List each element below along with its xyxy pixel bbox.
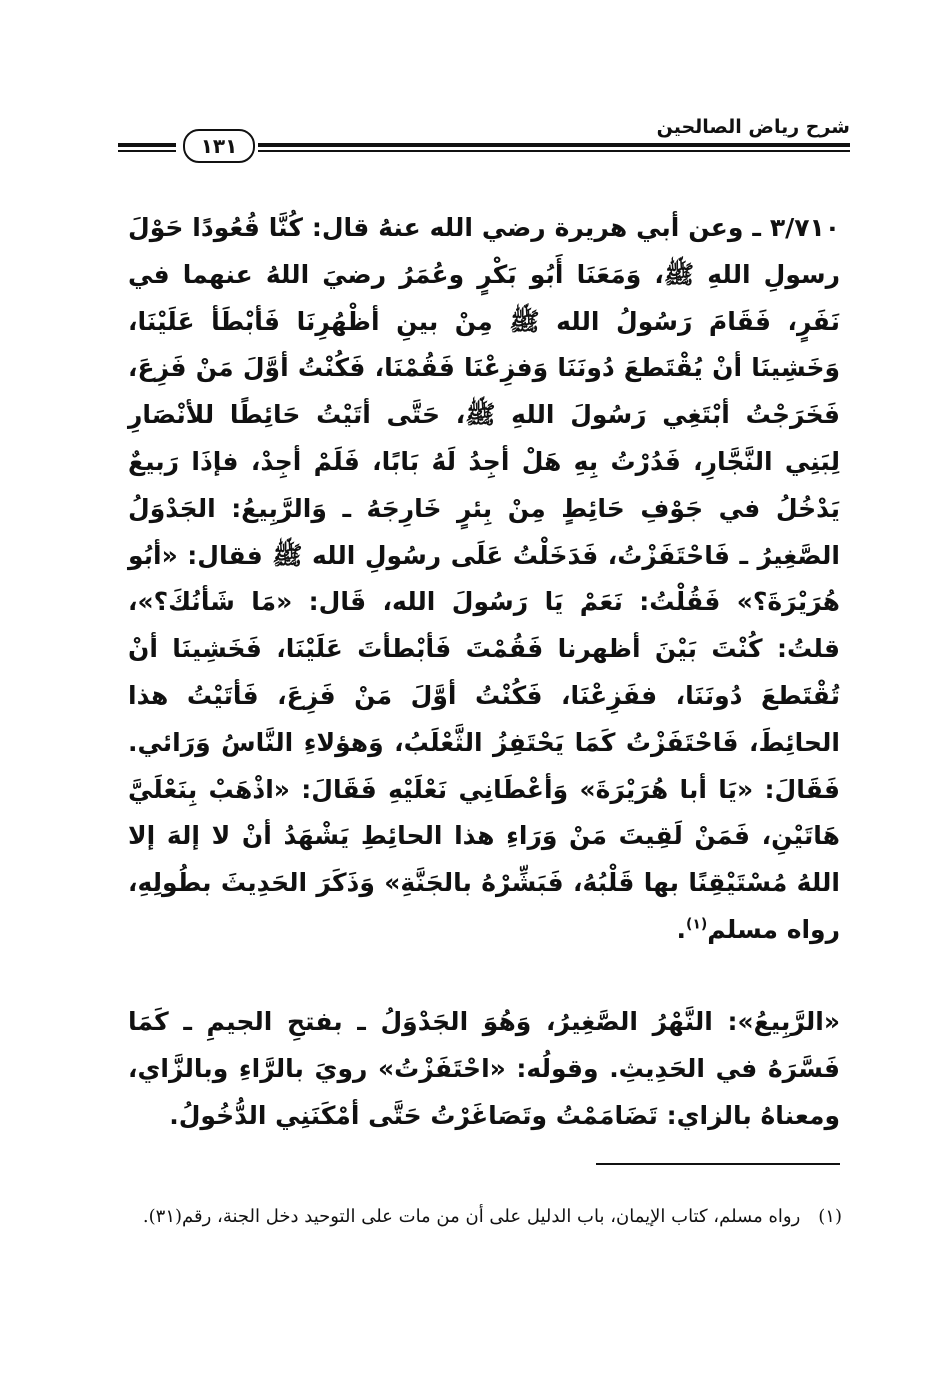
header-double-rule-right <box>258 143 850 147</box>
hadith-end-punctuation: . <box>676 914 686 944</box>
footnote-reference[interactable]: (١) <box>685 916 708 933</box>
header-double-rule-left <box>118 143 176 147</box>
hadith-text: ٣/٧١٠ ـ وعن أبي هريرة رضي الله عنهُ قال: كُنَّا قُعُودًا حَوْلَ رسولِ اللهِ ﷺ، وَمَعَنَا أَبُو بَكْرٍ وعُمَرُ رضيَ اللهُ عنهما في نَفَرٍ، فَقَامَ رَسُولُ الله ﷺ مِنْ بينِ أظْهُرِنَا فَأبْطَأ عَلَيْنَا، وَخَشِينَا أنْ يُقْتَطعَ دُونَنَا وَفزِعْنَا فَقُمْنَا، فَكُنْتُ أوَّلَ مَنْ فَزِعَ، فَخَرَجْتُ أبْتَغِي رَسُولَ اللهِ ﷺ، حَتَّى أتَيْتُ حَائِطًا للأنْصَارِ لِبَنِي النَّجَّارِ، فَدُرْتُ بِهِ هَلْ أجِدُ لَهُ بَابًا، فَلَمْ أجِدْ، فإذَا رَبيعٌ يَدْخُلُ في جَوْفِ حَائِطٍ مِنْ بِئرٍ خَارِجَهُ ـ وَالرَّبِيعُ: الجَدْوَلُ الصَّغِيرُ ـ فَاحْتَفَزْتُ، فَدَخَلْتُ عَلَى رسُولِ الله ﷺ فقال: «أبُو هُرَيْرَةَ؟» فَقُلْتُ: نَعَمْ يَا رَسُولَ الله، قَال: «مَا شَأنُكَ؟»، قلتُ: كُنْتَ بَيْنَ أظهرنا فَقُمْتَ فَأبْطأتَ عَلَيْنَا، فَخَشِينَا أنْ تُقْتَطعَ دُونَنَا، ففَزِعْنَا، فَكُنْتُ أوَّلَ مَنْ فَزِعَ، فَأتَيْتُ هذا الحائِطَ، فَاحْتَفَزْتُ كَمَا يَحْتَفِزُ الثَّعْلَبُ، وَهؤلاءِ النَّاسُ وَرَائي. فَقَالَ: «يَا أبا هُرَيْرَةَ» وَأعْطَانِي نَعْلَيْهِ فَقَالَ: «اذْهَبْ بِنَعْلَيَّ هَاتَيْنِ، فَمَنْ لَقِيتَ مَنْ وَرَاءِ هذا الحائِطِ يَشْهَدُ أنْ لا إلهَ إلا اللهُ مُسْتَيْقِنًا بها قَلْبُهُ، فَبَشِّرْهُ بالجَنَّةِ» وَذَكَرَ الحَدِيثَ بطُولِهِ، رواه مسلم <box>128 213 840 944</box>
footnote-separator <box>596 1163 840 1165</box>
page-number-badge: ١٣١ <box>183 129 255 163</box>
running-header-title: شرح رياض الصالحين <box>656 116 850 138</box>
footnote-marker: (١) <box>818 1206 842 1227</box>
explanation-paragraph <box>128 998 840 1139</box>
hadith-paragraph <box>128 205 840 954</box>
footnote <box>122 1200 842 1234</box>
explanation-text: «الرَّبِيعُ»: النَّهْرُ الصَّغِيرُ، وَهُوَ الجَدْوَلُ ـ بفتحِ الجيمِ ـ كَمَا فَسَّرَهُ في الحَدِيثِ. وقولُه: «احْتَفَزْتُ» رويَ بالرَّاءِ وبالزَّاي، ومعناهُ بالزاي: تَضَامَمْتُ وتَصَاغَرْتُ حَتَّى أمْكَنَنِي الدُّخُولُ. <box>128 1007 840 1130</box>
footnote-text: رواه مسلم، كتاب الإيمان، باب الدليل على أن من مات على التوحيد دخل الجنة، رقم(٣١). <box>142 1206 801 1227</box>
